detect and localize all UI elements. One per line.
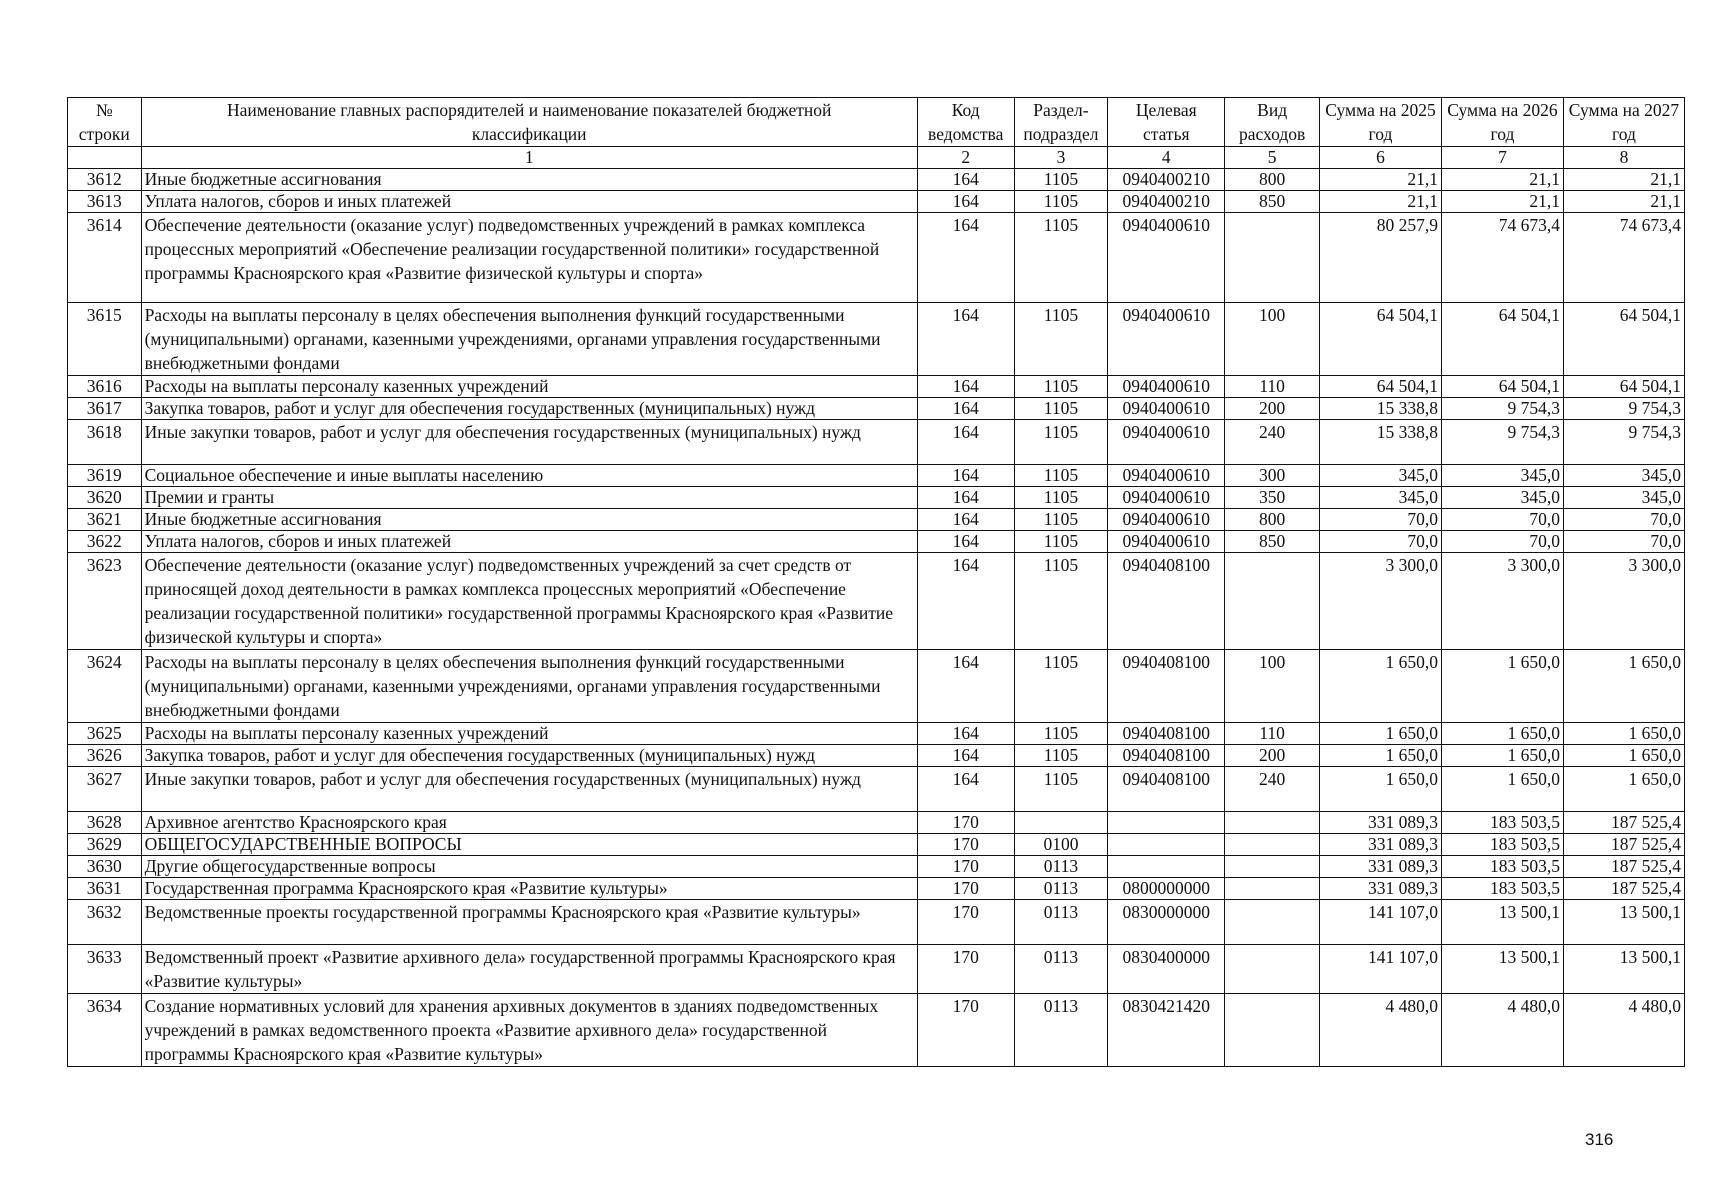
sum-2025-cell: 1 650,0 bbox=[1320, 650, 1442, 723]
sum-2025-cell: 331 089,3 bbox=[1320, 812, 1442, 834]
row-name-cell: Другие общегосударственные вопросы bbox=[141, 856, 917, 878]
expense-type-cell: 200 bbox=[1225, 398, 1320, 420]
sum-2027-cell: 187 525,4 bbox=[1563, 812, 1684, 834]
row-number-cell: 3615 bbox=[68, 303, 142, 376]
sum-2027-cell: 13 500,1 bbox=[1563, 900, 1684, 945]
department-code-cell: 164 bbox=[917, 745, 1014, 767]
table-row bbox=[68, 834, 1685, 856]
target-article-cell: 0940408100 bbox=[1108, 650, 1225, 723]
department-code-cell: 170 bbox=[917, 878, 1014, 900]
expense-type-cell bbox=[1225, 213, 1320, 303]
sum-2025-cell: 70,0 bbox=[1320, 531, 1442, 553]
sum-2026-cell: 1 650,0 bbox=[1441, 767, 1563, 812]
table-row bbox=[68, 812, 1685, 834]
sum-2027-cell: 345,0 bbox=[1563, 465, 1684, 487]
expense-type-cell: 110 bbox=[1225, 723, 1320, 745]
budget-table bbox=[67, 97, 1685, 1067]
column-number: 1 bbox=[141, 147, 917, 169]
table-row bbox=[68, 487, 1685, 509]
section-cell: 1105 bbox=[1014, 745, 1108, 767]
sum-2026-cell: 21,1 bbox=[1441, 169, 1563, 191]
row-number-cell: 3612 bbox=[68, 169, 142, 191]
row-number-cell: 3614 bbox=[68, 213, 142, 303]
row-number-cell: 3625 bbox=[68, 723, 142, 745]
sum-2026-cell: 345,0 bbox=[1441, 487, 1563, 509]
table-row bbox=[68, 376, 1685, 398]
department-code-cell: 164 bbox=[917, 509, 1014, 531]
row-name-cell: Обеспечение деятельности (оказание услуг) подведомственных учреждений в рамках комплекса процессных мероприятий «Обеспечение реализации государственной политики» государственной программы Красноярского края «Развитие физической культуры и спорта» bbox=[141, 213, 917, 303]
sum-2027-cell: 9 754,3 bbox=[1563, 398, 1684, 420]
sum-2026-cell: 64 504,1 bbox=[1441, 303, 1563, 376]
section-cell: 1105 bbox=[1014, 191, 1108, 213]
header-sum-2026: Сумма на 2026 год bbox=[1441, 98, 1563, 147]
expense-type-cell bbox=[1225, 900, 1320, 945]
header-sum-2027: Сумма на 2027 год bbox=[1563, 98, 1684, 147]
row-name-cell: Ведомственный проект «Развитие архивного дела» государственной программы Красноярского края «Развитие культуры» bbox=[141, 945, 917, 994]
sum-2026-cell: 1 650,0 bbox=[1441, 650, 1563, 723]
sum-2025-cell: 64 504,1 bbox=[1320, 376, 1442, 398]
target-article-cell bbox=[1108, 856, 1225, 878]
sum-2026-cell: 64 504,1 bbox=[1441, 376, 1563, 398]
expense-type-cell bbox=[1225, 994, 1320, 1067]
row-number-cell: 3630 bbox=[68, 856, 142, 878]
column-number: 4 bbox=[1108, 147, 1225, 169]
sum-2025-cell: 331 089,3 bbox=[1320, 878, 1442, 900]
sum-2026-cell: 13 500,1 bbox=[1441, 900, 1563, 945]
sum-2026-cell: 183 503,5 bbox=[1441, 878, 1563, 900]
expense-type-cell bbox=[1225, 834, 1320, 856]
sum-2025-cell: 21,1 bbox=[1320, 191, 1442, 213]
header-row-number: № строки bbox=[68, 98, 142, 147]
expense-type-cell: 240 bbox=[1225, 767, 1320, 812]
sum-2027-cell: 21,1 bbox=[1563, 169, 1684, 191]
row-name-cell: Архивное агентство Красноярского края bbox=[141, 812, 917, 834]
sum-2025-cell: 141 107,0 bbox=[1320, 900, 1442, 945]
department-code-cell: 164 bbox=[917, 213, 1014, 303]
row-number-cell: 3626 bbox=[68, 745, 142, 767]
expense-type-cell bbox=[1225, 856, 1320, 878]
sum-2026-cell: 1 650,0 bbox=[1441, 745, 1563, 767]
column-number: 8 bbox=[1563, 147, 1684, 169]
target-article-cell: 0830421420 bbox=[1108, 994, 1225, 1067]
target-article-cell: 0830400000 bbox=[1108, 945, 1225, 994]
row-number-cell: 3621 bbox=[68, 509, 142, 531]
target-article-cell: 0940400610 bbox=[1108, 509, 1225, 531]
section-cell: 0113 bbox=[1014, 878, 1108, 900]
expense-type-cell: 850 bbox=[1225, 531, 1320, 553]
table-body bbox=[68, 169, 1685, 1067]
sum-2026-cell: 74 673,4 bbox=[1441, 213, 1563, 303]
header-expense-type: Вид расходов bbox=[1225, 98, 1320, 147]
row-name-cell: Закупка товаров, работ и услуг для обеспечения государственных (муниципальных) нужд bbox=[141, 398, 917, 420]
sum-2026-cell: 183 503,5 bbox=[1441, 812, 1563, 834]
header-sum-2025: Сумма на 2025 год bbox=[1320, 98, 1442, 147]
target-article-cell: 0940400610 bbox=[1108, 213, 1225, 303]
sum-2027-cell: 187 525,4 bbox=[1563, 878, 1684, 900]
sum-2025-cell: 1 650,0 bbox=[1320, 745, 1442, 767]
section-cell: 1105 bbox=[1014, 553, 1108, 650]
sum-2027-cell: 345,0 bbox=[1563, 487, 1684, 509]
sum-2027-cell: 64 504,1 bbox=[1563, 303, 1684, 376]
row-name-cell: Расходы на выплаты персоналу в целях обеспечения выполнения функций государственными (муниципальными) органами, казенными учреждениями, органами управления государственными внебюджетными фондами bbox=[141, 650, 917, 723]
column-number-row bbox=[68, 147, 1685, 169]
row-name-cell: ОБЩЕГОСУДАРСТВЕННЫЕ ВОПРОСЫ bbox=[141, 834, 917, 856]
header-name: Наименование главных распорядителей и наименование показателей бюджетной классификации bbox=[141, 98, 917, 147]
department-code-cell: 164 bbox=[917, 420, 1014, 465]
section-cell: 1105 bbox=[1014, 650, 1108, 723]
section-cell: 0100 bbox=[1014, 834, 1108, 856]
target-article-cell: 0940400610 bbox=[1108, 303, 1225, 376]
department-code-cell: 164 bbox=[917, 723, 1014, 745]
section-cell: 1105 bbox=[1014, 487, 1108, 509]
sum-2027-cell: 3 300,0 bbox=[1563, 553, 1684, 650]
section-cell: 0113 bbox=[1014, 945, 1108, 994]
table-row bbox=[68, 531, 1685, 553]
table-row bbox=[68, 900, 1685, 945]
target-article-cell: 0800000000 bbox=[1108, 878, 1225, 900]
row-name-cell: Уплата налогов, сборов и иных платежей bbox=[141, 191, 917, 213]
row-name-cell: Социальное обеспечение и иные выплаты населению bbox=[141, 465, 917, 487]
row-name-cell: Расходы на выплаты персоналу казенных учреждений bbox=[141, 376, 917, 398]
department-code-cell: 164 bbox=[917, 169, 1014, 191]
sum-2026-cell: 183 503,5 bbox=[1441, 834, 1563, 856]
target-article-cell: 0940400610 bbox=[1108, 465, 1225, 487]
page-number: 316 bbox=[1585, 1130, 1614, 1149]
section-cell: 0113 bbox=[1014, 994, 1108, 1067]
department-code-cell: 164 bbox=[917, 531, 1014, 553]
expense-type-cell: 800 bbox=[1225, 509, 1320, 531]
row-number-cell: 3613 bbox=[68, 191, 142, 213]
sum-2026-cell: 1 650,0 bbox=[1441, 723, 1563, 745]
sum-2027-cell: 70,0 bbox=[1563, 509, 1684, 531]
table-row bbox=[68, 878, 1685, 900]
sum-2025-cell: 331 089,3 bbox=[1320, 856, 1442, 878]
table-row bbox=[68, 398, 1685, 420]
expense-type-cell: 850 bbox=[1225, 191, 1320, 213]
expense-type-cell bbox=[1225, 878, 1320, 900]
row-number-cell: 3617 bbox=[68, 398, 142, 420]
sum-2027-cell: 4 480,0 bbox=[1563, 994, 1684, 1067]
target-article-cell: 0940400210 bbox=[1108, 169, 1225, 191]
target-article-cell: 0830000000 bbox=[1108, 900, 1225, 945]
row-number-cell: 3633 bbox=[68, 945, 142, 994]
target-article-cell: 0940400610 bbox=[1108, 487, 1225, 509]
table-row bbox=[68, 945, 1685, 994]
row-number-cell: 3631 bbox=[68, 878, 142, 900]
sum-2025-cell: 345,0 bbox=[1320, 487, 1442, 509]
table-row bbox=[68, 465, 1685, 487]
row-number-cell: 3623 bbox=[68, 553, 142, 650]
department-code-cell: 164 bbox=[917, 376, 1014, 398]
section-cell: 1105 bbox=[1014, 723, 1108, 745]
target-article-cell: 0940400610 bbox=[1108, 420, 1225, 465]
sum-2026-cell: 183 503,5 bbox=[1441, 856, 1563, 878]
row-number-cell: 3632 bbox=[68, 900, 142, 945]
table-row bbox=[68, 553, 1685, 650]
section-cell: 0113 bbox=[1014, 900, 1108, 945]
sum-2026-cell: 9 754,3 bbox=[1441, 398, 1563, 420]
table-row bbox=[68, 303, 1685, 376]
department-code-cell: 164 bbox=[917, 191, 1014, 213]
row-number-cell: 3627 bbox=[68, 767, 142, 812]
target-article-cell: 0940400610 bbox=[1108, 398, 1225, 420]
section-cell: 1105 bbox=[1014, 531, 1108, 553]
table-row bbox=[68, 723, 1685, 745]
table-row bbox=[68, 420, 1685, 465]
row-name-cell: Иные бюджетные ассигнования bbox=[141, 509, 917, 531]
department-code-cell: 164 bbox=[917, 767, 1014, 812]
sum-2025-cell: 21,1 bbox=[1320, 169, 1442, 191]
sum-2025-cell: 80 257,9 bbox=[1320, 213, 1442, 303]
department-code-cell: 164 bbox=[917, 398, 1014, 420]
expense-type-cell bbox=[1225, 945, 1320, 994]
row-number-cell: 3629 bbox=[68, 834, 142, 856]
table-row bbox=[68, 213, 1685, 303]
sum-2025-cell: 70,0 bbox=[1320, 509, 1442, 531]
sum-2026-cell: 70,0 bbox=[1441, 509, 1563, 531]
table-row bbox=[68, 767, 1685, 812]
table-row bbox=[68, 650, 1685, 723]
expense-type-cell: 100 bbox=[1225, 650, 1320, 723]
sum-2027-cell: 187 525,4 bbox=[1563, 856, 1684, 878]
expense-type-cell: 100 bbox=[1225, 303, 1320, 376]
sum-2025-cell: 1 650,0 bbox=[1320, 723, 1442, 745]
header-target-article: Целевая статья bbox=[1108, 98, 1225, 147]
section-cell: 1105 bbox=[1014, 465, 1108, 487]
table-header bbox=[68, 98, 1685, 169]
row-number-cell: 3628 bbox=[68, 812, 142, 834]
row-name-cell: Иные закупки товаров, работ и услуг для обеспечения государственных (муниципальных) нужд bbox=[141, 420, 917, 465]
sum-2026-cell: 70,0 bbox=[1441, 531, 1563, 553]
sum-2025-cell: 141 107,0 bbox=[1320, 945, 1442, 994]
sum-2027-cell: 1 650,0 bbox=[1563, 767, 1684, 812]
target-article-cell: 0940408100 bbox=[1108, 723, 1225, 745]
target-article-cell bbox=[1108, 812, 1225, 834]
row-name-cell: Расходы на выплаты персоналу казенных учреждений bbox=[141, 723, 917, 745]
sum-2027-cell: 13 500,1 bbox=[1563, 945, 1684, 994]
department-code-cell: 164 bbox=[917, 650, 1014, 723]
sum-2025-cell: 4 480,0 bbox=[1320, 994, 1442, 1067]
department-code-cell: 170 bbox=[917, 834, 1014, 856]
row-number-cell: 3622 bbox=[68, 531, 142, 553]
department-code-cell: 164 bbox=[917, 303, 1014, 376]
row-name-cell: Ведомственные проекты государственной программы Красноярского края «Развитие культуры» bbox=[141, 900, 917, 945]
expense-type-cell: 110 bbox=[1225, 376, 1320, 398]
row-name-cell: Уплата налогов, сборов и иных платежей bbox=[141, 531, 917, 553]
column-number bbox=[68, 147, 142, 169]
sum-2026-cell: 4 480,0 bbox=[1441, 994, 1563, 1067]
section-cell: 1105 bbox=[1014, 169, 1108, 191]
row-name-cell: Иные бюджетные ассигнования bbox=[141, 169, 917, 191]
row-number-cell: 3619 bbox=[68, 465, 142, 487]
table-row bbox=[68, 169, 1685, 191]
column-number: 7 bbox=[1441, 147, 1563, 169]
table-row bbox=[68, 745, 1685, 767]
sum-2026-cell: 3 300,0 bbox=[1441, 553, 1563, 650]
row-name-cell: Создание нормативных условий для хранения архивных документов в зданиях подведомственных учреждений в рамках ведомственного проекта «Развитие архивного дела» государственной программы Красноярского края «Развитие культуры» bbox=[141, 994, 917, 1067]
sum-2026-cell: 21,1 bbox=[1441, 191, 1563, 213]
row-name-cell: Премии и гранты bbox=[141, 487, 917, 509]
row-name-cell: Иные закупки товаров, работ и услуг для обеспечения государственных (муниципальных) нужд bbox=[141, 767, 917, 812]
sum-2025-cell: 1 650,0 bbox=[1320, 767, 1442, 812]
target-article-cell bbox=[1108, 834, 1225, 856]
target-article-cell: 0940400610 bbox=[1108, 531, 1225, 553]
row-number-cell: 3634 bbox=[68, 994, 142, 1067]
table-row bbox=[68, 856, 1685, 878]
section-cell: 1105 bbox=[1014, 303, 1108, 376]
department-code-cell: 170 bbox=[917, 994, 1014, 1067]
row-number-cell: 3616 bbox=[68, 376, 142, 398]
row-name-cell: Государственная программа Красноярского края «Развитие культуры» bbox=[141, 878, 917, 900]
sum-2025-cell: 15 338,8 bbox=[1320, 420, 1442, 465]
section-cell: 0113 bbox=[1014, 856, 1108, 878]
target-article-cell: 0940408100 bbox=[1108, 767, 1225, 812]
department-code-cell: 164 bbox=[917, 465, 1014, 487]
header-section: Раздел-подраздел bbox=[1014, 98, 1108, 147]
section-cell: 1105 bbox=[1014, 509, 1108, 531]
sum-2027-cell: 1 650,0 bbox=[1563, 745, 1684, 767]
row-name-cell: Обеспечение деятельности (оказание услуг) подведомственных учреждений за счет средств от приносящей доход деятельности в рамках комплекса процессных мероприятий «Обеспечение реализации государственной политики» государственной программы Красноярского края «Развитие физической культуры и спорта» bbox=[141, 553, 917, 650]
expense-type-cell bbox=[1225, 553, 1320, 650]
section-cell: 1105 bbox=[1014, 767, 1108, 812]
table-row bbox=[68, 509, 1685, 531]
sum-2026-cell: 345,0 bbox=[1441, 465, 1563, 487]
sum-2027-cell: 1 650,0 bbox=[1563, 723, 1684, 745]
sum-2027-cell: 1 650,0 bbox=[1563, 650, 1684, 723]
sum-2027-cell: 187 525,4 bbox=[1563, 834, 1684, 856]
section-cell: 1105 bbox=[1014, 420, 1108, 465]
column-number: 5 bbox=[1225, 147, 1320, 169]
section-cell: 1105 bbox=[1014, 398, 1108, 420]
row-number-cell: 3618 bbox=[68, 420, 142, 465]
section-cell bbox=[1014, 812, 1108, 834]
department-code-cell: 164 bbox=[917, 553, 1014, 650]
sum-2025-cell: 15 338,8 bbox=[1320, 398, 1442, 420]
column-number: 3 bbox=[1014, 147, 1108, 169]
department-code-cell: 170 bbox=[917, 900, 1014, 945]
target-article-cell: 0940400610 bbox=[1108, 376, 1225, 398]
department-code-cell: 164 bbox=[917, 487, 1014, 509]
target-article-cell: 0940408100 bbox=[1108, 553, 1225, 650]
column-number: 2 bbox=[917, 147, 1014, 169]
expense-type-cell: 200 bbox=[1225, 745, 1320, 767]
sum-2025-cell: 331 089,3 bbox=[1320, 834, 1442, 856]
sum-2025-cell: 3 300,0 bbox=[1320, 553, 1442, 650]
section-cell: 1105 bbox=[1014, 376, 1108, 398]
sum-2027-cell: 70,0 bbox=[1563, 531, 1684, 553]
row-number-cell: 3624 bbox=[68, 650, 142, 723]
row-name-cell: Закупка товаров, работ и услуг для обеспечения государственных (муниципальных) нужд bbox=[141, 745, 917, 767]
department-code-cell: 170 bbox=[917, 856, 1014, 878]
target-article-cell: 0940400210 bbox=[1108, 191, 1225, 213]
table-row bbox=[68, 191, 1685, 213]
sum-2026-cell: 9 754,3 bbox=[1441, 420, 1563, 465]
sum-2027-cell: 64 504,1 bbox=[1563, 376, 1684, 398]
table-row bbox=[68, 994, 1685, 1067]
sum-2027-cell: 21,1 bbox=[1563, 191, 1684, 213]
sum-2025-cell: 64 504,1 bbox=[1320, 303, 1442, 376]
sum-2027-cell: 74 673,4 bbox=[1563, 213, 1684, 303]
row-number-cell: 3620 bbox=[68, 487, 142, 509]
row-name-cell: Расходы на выплаты персоналу в целях обеспечения выполнения функций государственными (муниципальными) органами, казенными учреждениями, органами управления государственными внебюджетными фондами bbox=[141, 303, 917, 376]
department-code-cell: 170 bbox=[917, 812, 1014, 834]
target-article-cell: 0940408100 bbox=[1108, 745, 1225, 767]
sum-2026-cell: 13 500,1 bbox=[1441, 945, 1563, 994]
expense-type-cell bbox=[1225, 812, 1320, 834]
expense-type-cell: 800 bbox=[1225, 169, 1320, 191]
department-code-cell: 170 bbox=[917, 945, 1014, 994]
expense-type-cell: 300 bbox=[1225, 465, 1320, 487]
column-number: 6 bbox=[1320, 147, 1442, 169]
expense-type-cell: 350 bbox=[1225, 487, 1320, 509]
expense-type-cell: 240 bbox=[1225, 420, 1320, 465]
sum-2025-cell: 345,0 bbox=[1320, 465, 1442, 487]
sum-2027-cell: 9 754,3 bbox=[1563, 420, 1684, 465]
header-department-code: Код ведомства bbox=[917, 98, 1014, 147]
section-cell: 1105 bbox=[1014, 213, 1108, 303]
